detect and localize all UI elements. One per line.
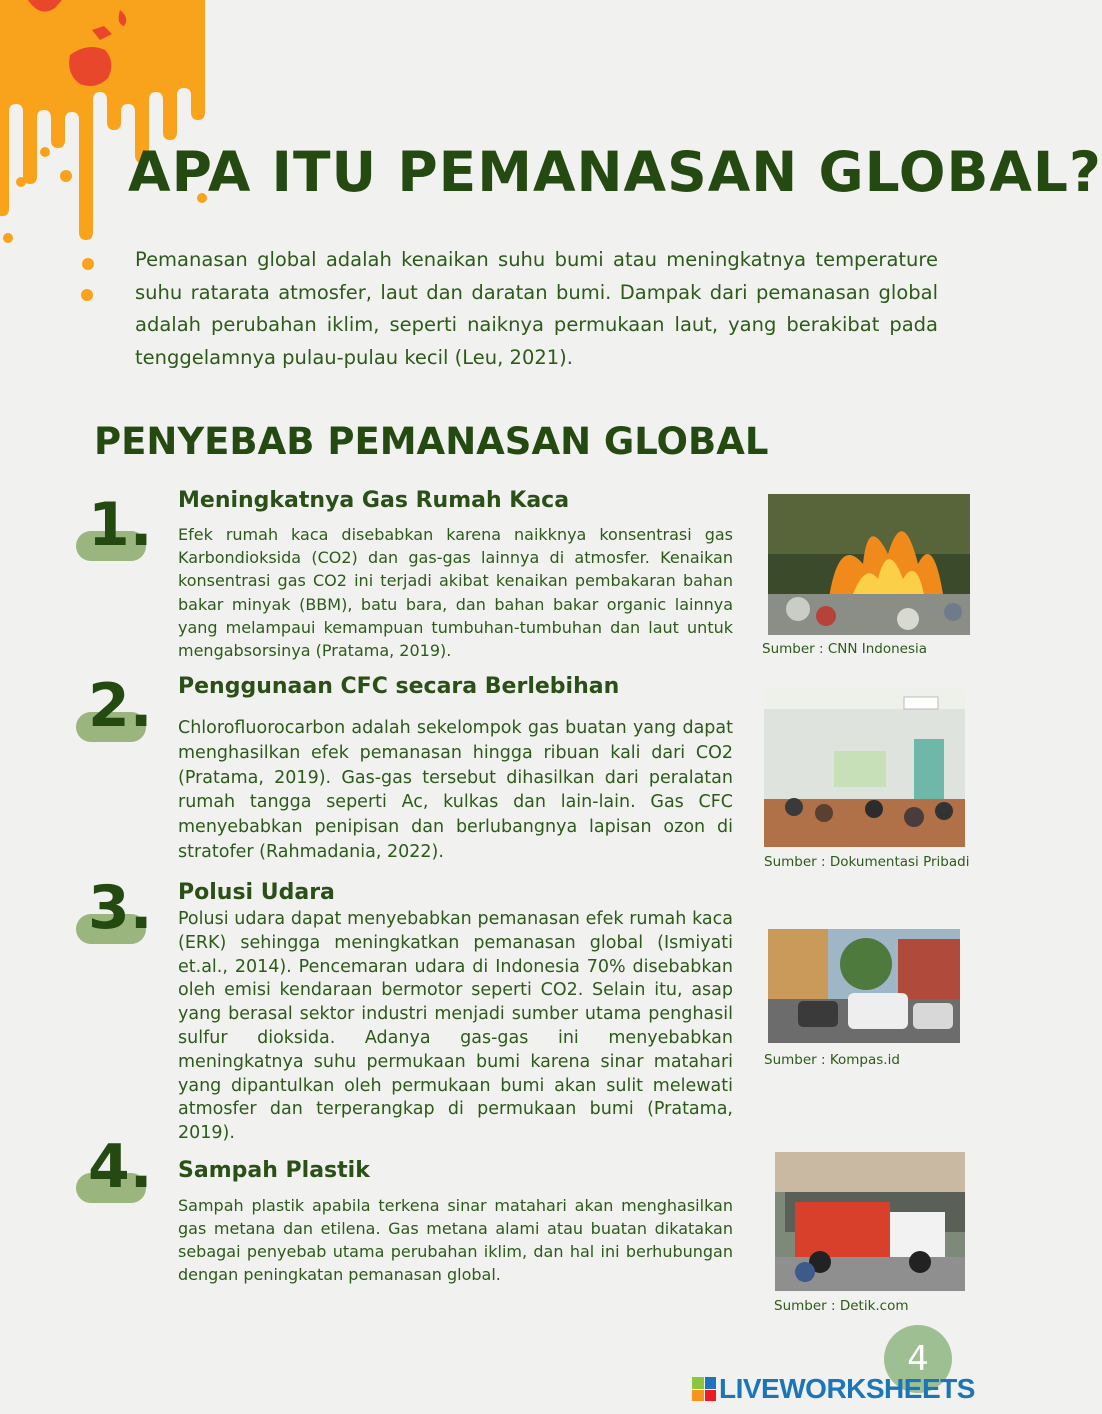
- number-digit: 3.: [88, 873, 153, 943]
- section-title: PENYEBAB PEMANASAN GLOBAL: [94, 420, 769, 463]
- caption-2: Sumber : Dokumentasi Pribadi: [764, 854, 970, 870]
- burning-waste-image: [768, 494, 970, 635]
- item-title-1: Meningkatnya Gas Rumah Kaca: [178, 488, 570, 513]
- item-body-4: Sampah plastik apabila terkena sinar matahari akan menghasilkan gas metana dan etilena. Gas metana alami atau buatan dikatakan sebagai penyebab utama perubahan iklim, dan hal ini berhubungan dengan peningkatan pemanasan global.: [178, 1196, 733, 1284]
- classroom-image: [764, 689, 965, 847]
- caption-4: Sumber : Detik.com: [774, 1298, 909, 1314]
- traffic-pollution-image: [768, 929, 960, 1043]
- number-digit: 1.: [88, 490, 153, 560]
- item-title-2: Penggunaan CFC secara Berlebihan: [178, 674, 620, 699]
- caption-1: Sumber : CNN Indonesia: [762, 641, 928, 657]
- intro-paragraph: Pemanasan global adalah kenaikan suhu bumi atau meningkatnya temperature suhu ratarata atmosfer, laut dan daratan bumi. Dampak dari pemanasan global adalah perubahan iklim, seperti naiknya permukaan laut, yang berakibat pada tenggelamnya pulau-pulau kecil (Leu, 2021).: [135, 248, 938, 369]
- page-title: APA ITU PEMANASAN GLOBAL?: [128, 140, 1102, 204]
- item-number-2: [76, 671, 153, 748]
- liveworksheets-watermark: [692, 1372, 975, 1406]
- page-number: 4: [884, 1325, 952, 1393]
- liveworksheets-logo-icon: [692, 1377, 716, 1401]
- number-digit: 2.: [88, 671, 153, 741]
- item-number-1: [76, 490, 153, 567]
- item-title-3: Polusi Udara: [178, 880, 335, 905]
- number-digit: 4.: [88, 1132, 153, 1202]
- item-body-2: Chlorofluorocarbon adalah sekelompok gas buatan yang dapat menghasilkan efek pemanasan hingga ribuan kali dari CO2 (Pratama, 2019). Gas-gas tersebut dihasilkan dari peralatan rumah tangga seperti Ac, kulkas dan lain-lain. Gas CFC menyebabkan penipisan dan berlubangnya lapisan ozon di stratofer (Rahmadania, 2022).: [178, 718, 733, 862]
- item-body-3: Polusi udara dapat menyebabkan pemanasan efek rumah kaca (ERK) sehingga meningkatkan pemanasan global (Ismiyati et.al., 2014). Pencemaran udara di Indonesia 70% disebabkan oleh emisi kendaraan bermotor seperti CO2. Selain itu, asap yang berasal sektor industri menjadi sumber utama penghasil sulfur dioksida. Adanya gas-gas ini menyebabkan meningkatnya suhu permukaan bumi karena sinar matahari yang dipantulkan oleh permukaan bumi akan sulit melewati atmosfer dan terperangkap di permukaan bumi (Pratama, 2019).: [178, 909, 733, 1144]
- item-number-4: [76, 1132, 153, 1209]
- caption-3: Sumber : Kompas.id: [764, 1052, 900, 1068]
- item-number-3: [76, 873, 153, 950]
- garbage-truck-image: [775, 1152, 965, 1291]
- item-body-1: Efek rumah kaca disebabkan karena naikknya konsentrasi gas Karbondioksida (CO2) dan gas-gas lainnya di atmosfer. Kenaikan konsentrasi gas CO2 ini terjadi akibat kenaikan pembakaran bahan bakar minyak (BBM), batu bara, dan bahan bakar organic lainnya yang melampaui kemampuan tumbuhan-tumbuhan dan laut untuk mengabsorsinya (Pratama, 2019).: [178, 525, 733, 661]
- watermark-text: LIVEWORKSHEETS: [719, 1373, 975, 1404]
- item-title-4: Sampah Plastik: [178, 1158, 370, 1183]
